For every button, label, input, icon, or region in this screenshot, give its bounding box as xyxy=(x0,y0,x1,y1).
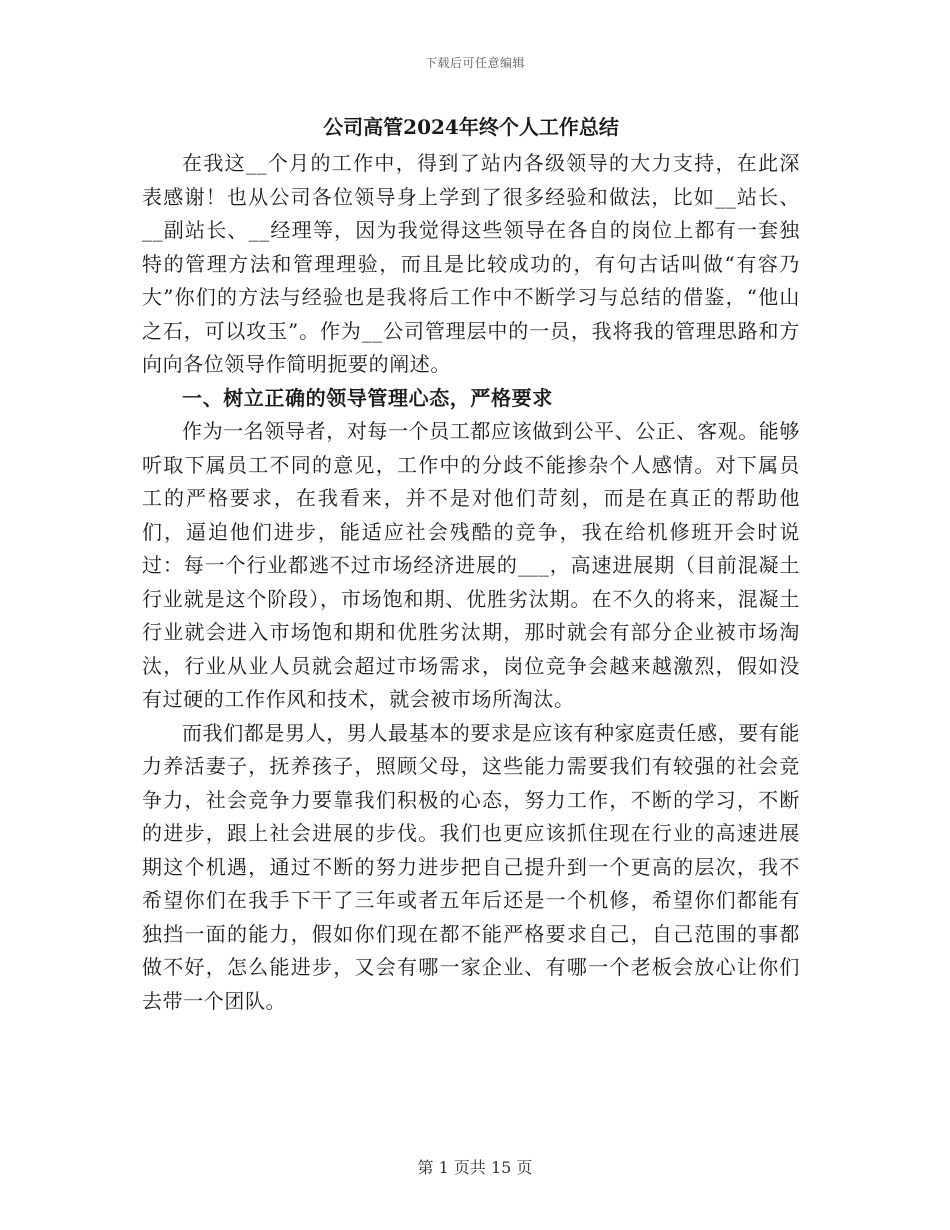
document-title: 公司高管2024年终个人工作总结 xyxy=(323,115,619,139)
page-number: 第 1 页共 15 页 xyxy=(417,1158,533,1177)
paragraph-responsibility: 而我们都是男人，男人最基本的要求是应该有种家庭责任感，要有能力养活妻子，抚养孩子，照顾父母，这些能力需要我们有较强的社会竞争力，社会竞争力要靠我们积极的心态，努力工作，不断的学习，不断的进步，跟上社会进展的步伐。我们也更应该抓住现在行业的高速进展期这个机遇，通过不断的努力进步把自己提升到一个更高的层次，我不希望你们在我手下干了三年或者五年后还是一个机修，希望你们都能有独挡一面的能力，假如你们现在都不能严格要求自己，自己范围的事都做不好，怎么能进步，又会有哪一家企业、有哪一个老板会放心让你们去带一个团队。 xyxy=(142,720,800,1013)
section-heading-1: 一、树立正确的领导管理心态，严格要求 xyxy=(182,385,553,410)
paragraph-intro: 在我这__个月的工作中，得到了站内各级领导的大力支持，在此深表感谢！也从公司各位领导身上学到了很多经验和做法，比如__站长、__副站长、__经理等，因为我觉得这些领导在各自的岗位上都有一套独特的管理方法和管理理验，而且是比较成功的，有句古话叫做“有容乃大”你们的方法与经验也是我将后工作中不断学习与总结的借鉴，“他山之石，可以攻玉”。作为__公司管理层中的一员，我将我的管理思路和方向向各位领导作简明扼要的阐述。 xyxy=(142,151,800,376)
download-note: 下载后可任意编辑 xyxy=(424,56,525,70)
document-body xyxy=(142,112,800,1018)
paragraph-leadership: 作为一名领导者，对每一个员工都应该做到公平、公正、客观。能够听取下属员工不同的意见，工作中的分歧不能掺杂个人感情。对下属员工的严格要求，在我看来，并不是对他们苛刻，而是在真正的帮助他们，逼迫他们进步，能适应社会残酷的竞争，我在给机修班开会时说过：每一个行业都逃不过市场经济进展的___，高速进展期（目前混凝土行业就是这个阶段），市场饱和期、优胜劣汰期。在不久的将来，混凝土行业就会进入市场饱和期和优胜劣汰期，那时就会有部分企业被市场淘汰，行业从业人员就会超过市场需求，岗位竞争会越来越激烈，假如没有过硬的工作作风和技术，就会被市场所淘汰。 xyxy=(142,419,800,711)
